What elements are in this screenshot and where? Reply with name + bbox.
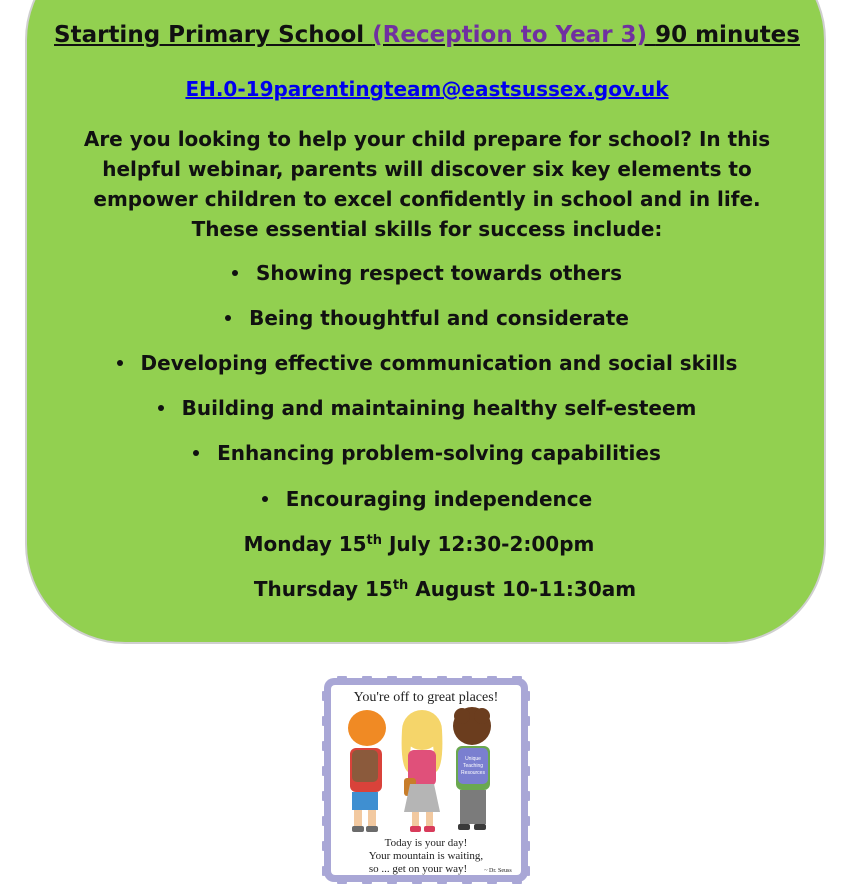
intro-paragraph: Are you looking to help your child prepare for school? In this helpful webinar, parents will discover six key elements to empower children to excel confidently in school and in life. These essential skills for success include: xyxy=(83,127,771,241)
image-line-1: Today is your day! xyxy=(384,837,468,849)
list-item: Being thoughtful and considerate xyxy=(0,306,854,330)
svg-text:Unique: Unique xyxy=(465,756,481,762)
bullet-icon xyxy=(262,496,268,502)
svg-text:Resources: Resources xyxy=(461,770,485,776)
image-line-2: Your mountain is waiting, xyxy=(368,850,484,862)
image-line-3: so ... get on your way! xyxy=(368,863,468,875)
list-item: Developing effective communication and social skills xyxy=(0,351,854,375)
session-date-2: Thursday 15th August 10-11:30am xyxy=(253,577,637,601)
bullet-icon xyxy=(225,315,231,321)
list-item: Enhancing problem-solving capabilities xyxy=(0,441,854,465)
session-date-1: Monday 15th July 12:30-2:00pm xyxy=(243,532,595,556)
list-item: Building and maintaining healthy self-esteem xyxy=(0,396,854,420)
image-top-text: You're off to great places! xyxy=(353,690,499,705)
bullet-icon xyxy=(232,270,238,276)
bullet-icon xyxy=(158,405,164,411)
email-link[interactable]: EH.0-19parentingteam@eastsussex.gov.uk xyxy=(185,77,669,101)
title-age-range: (Reception to Year 3) xyxy=(372,22,656,48)
bullet-icon xyxy=(193,450,199,456)
page-title xyxy=(0,22,854,48)
bullet-icon xyxy=(117,360,123,366)
title-main: Starting Primary School xyxy=(54,22,373,48)
children-illustration xyxy=(322,676,530,884)
image-attribution: ~ Dr. Seuss xyxy=(484,868,512,874)
list-item: Encouraging independence xyxy=(0,487,854,511)
list-item: Showing respect towards others xyxy=(0,261,854,285)
title-duration: 90 minutes xyxy=(655,22,800,48)
svg-text:Teaching: Teaching xyxy=(462,763,484,769)
